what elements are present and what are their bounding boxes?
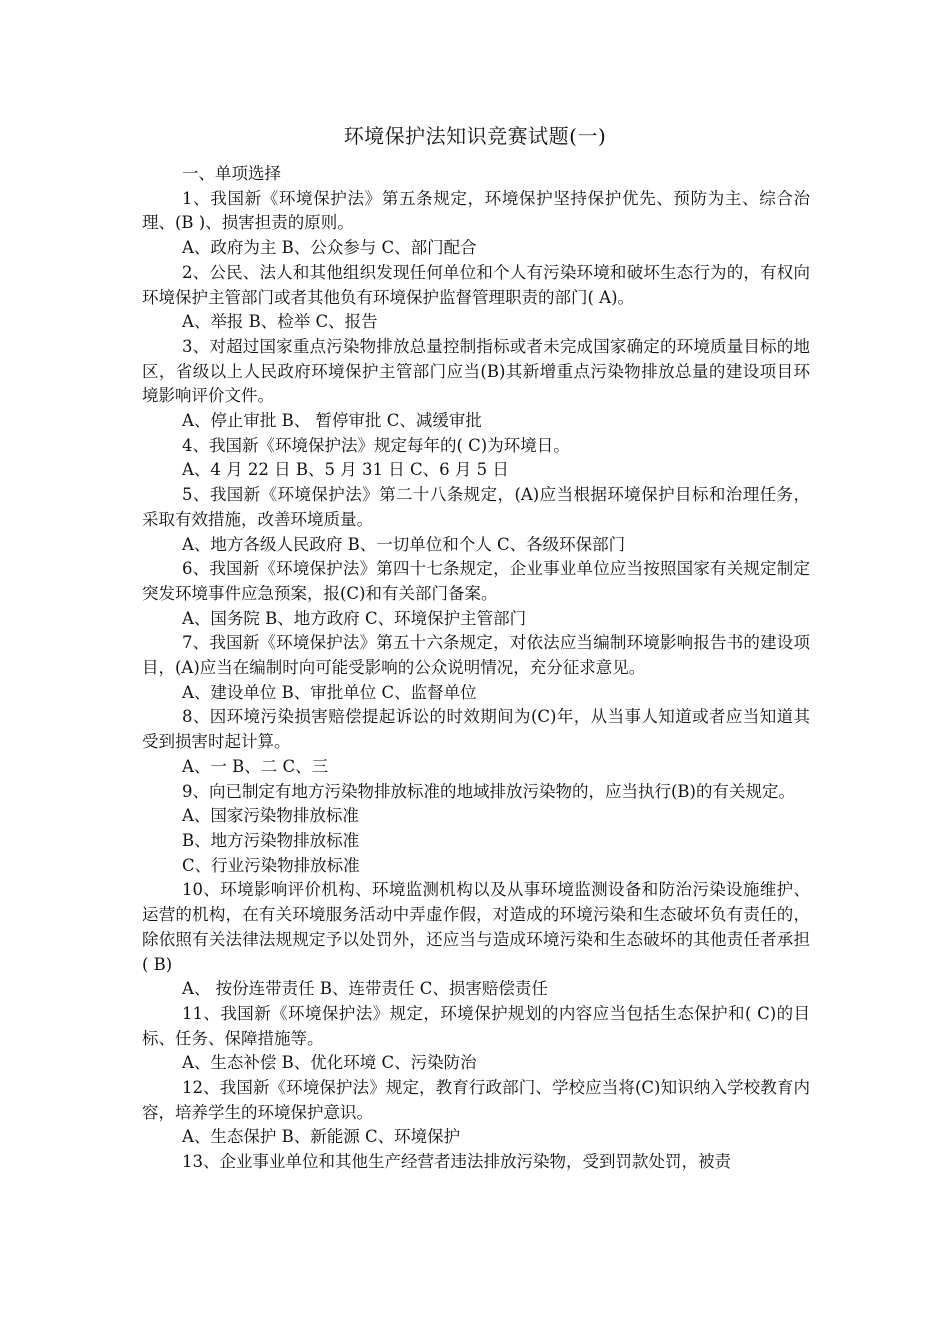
document-title: 环境保护法知识竞赛试题(一) — [343, 124, 607, 148]
options-6: A、国务院 B、地方政府 C、环境保护主管部门 — [182, 608, 527, 628]
options-5: A、地方各级人民政府 B、一切单位和个人 C、各级环保部门 — [182, 534, 626, 554]
question-10: 10、环境影响评价机构、环境监测机构以及从事环境监测设备和防治污染设施维护、运营的机构，在有关环境服务活动中弄虚作假，对造成的环境污染和生态破坏负有责任的，除依照有关法律法规规定予以处罚外，还应当与造成环境污染和生态破坏的其他责任者承担 ( B) — [142, 880, 810, 974]
question-12: 12、我国新《环境保护法》规定，教育行政部门、学校应当将(C)知识纳入学校教育内容，培养学生的环境保护意识。 — [142, 1078, 810, 1122]
question-11: 11、我国新《环境保护法》规定，环境保护规划的内容应当包括生态保护和( C)的目标、任务、保障措施等。 — [142, 1003, 810, 1048]
option-9b: B、地方污染物排放标准 — [182, 830, 360, 850]
option-9c: C、行业污染物排放标准 — [182, 855, 360, 875]
question-1: 1、我国新《环境保护法》第五条规定，环境保护坚持保护优先、预防为主、综合治理、(B )、损害担责的原则。 — [142, 188, 810, 233]
question-8: 8、因环境污染损害赔偿提起诉讼的时效期间为(C)年，从当事人知道或者应当知道其受到损害时起计算。 — [142, 707, 810, 752]
question-6: 6、我国新《环境保护法》第四十七条规定，企业事业单位应当按照国家有关规定制定突发环境事件应急预案，报(C)和有关部门备案。 — [142, 559, 810, 603]
question-5: 5、我国新《环境保护法》第二十八条规定，(A)应当根据环境保护目标和治理任务，采取有效措施，改善环境质量。 — [142, 485, 810, 529]
question-4: 4、我国新《环境保护法》规定每年的( C)为环境日。 — [182, 435, 570, 455]
options-3: A、停止审批 B、 暂停审批 C、减缓审批 — [182, 411, 482, 431]
options-4: A、4 月 22 日 B、5 月 31 日 C、6 月 5 日 — [182, 460, 509, 480]
options-10: A、 按份连带责任 B、连带责任 C、损害赔偿责任 — [182, 979, 548, 999]
question-2: 2、公民、法人和其他组织发现任何单位和个人有污染环境和破坏生态行为的，有权向环境保护主管部门或者其他负有环境保护监督管理职责的部门( A)。 — [142, 262, 810, 307]
options-12: A、生态保护 B、新能源 C、环境保护 — [182, 1127, 461, 1147]
options-11: A、生态补偿 B、优化环境 C、污染防治 — [182, 1053, 477, 1073]
question-3: 3、对超过国家重点污染物排放总量控制指标或者未完成国家确定的环境质量目标的地区，省级以上人民政府环境保护主管部门应当(B)其新增重点污染物排放总量的建设项目环境影响评价文件。 — [142, 336, 810, 406]
question-9: 9、向已制定有地方污染物排放标准的地域排放污染物的，应当执行(B)的有关规定。 — [182, 781, 795, 801]
question-13: 13、企业事业单位和其他生产经营者违法排放污染物，受到罚款处罚，被责 — [182, 1152, 731, 1172]
options-8: A、一 B、二 C、三 — [182, 756, 329, 776]
document-body — [142, 162, 810, 1175]
section-heading: 一、单项选择 — [182, 164, 281, 183]
options-2: A、举报 B、检举 C、报告 — [182, 312, 378, 332]
options-7: A、建设单位 B、审批单位 C、监督单位 — [182, 682, 477, 702]
option-9a: A、国家污染物排放标准 — [182, 806, 359, 826]
options-1: A、政府为主 B、公众参与 C、部门配合 — [182, 238, 477, 258]
question-7: 7、我国新《环境保护法》第五十六条规定，对依法应当编制环境影响报告书的建设项目，(A)应当在编制时向可能受影响的公众说明情况，充分征求意见。 — [142, 633, 810, 678]
